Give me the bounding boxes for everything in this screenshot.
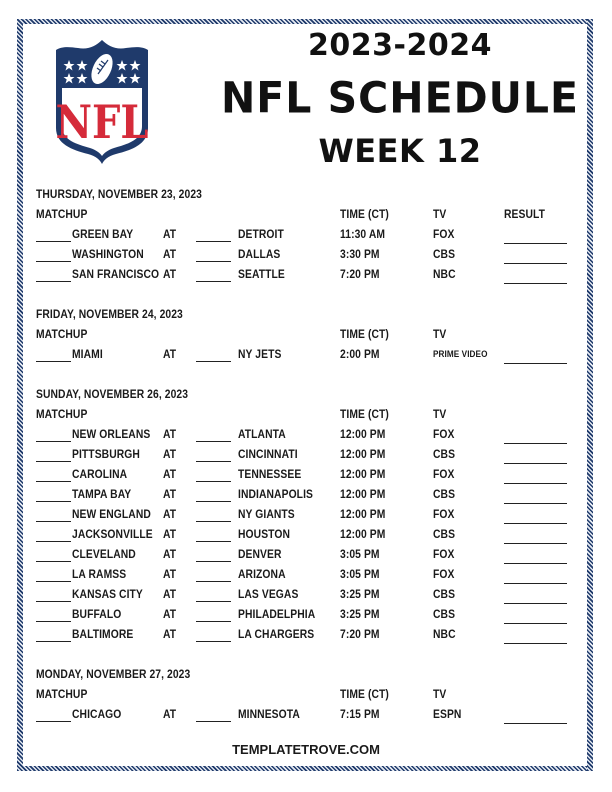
away-pick-blank[interactable]: [36, 581, 71, 582]
at-label: AT: [163, 467, 177, 481]
home-team: LAS VEGAS: [238, 587, 299, 601]
away-pick-blank[interactable]: [36, 541, 71, 542]
game-time: 12:00 PM: [340, 427, 386, 441]
footer-site: TEMPLATETROVE.COM: [232, 742, 380, 757]
home-pick-blank[interactable]: [196, 621, 231, 622]
at-label: AT: [163, 227, 177, 241]
away-team: WASHINGTON: [72, 247, 144, 261]
away-team: BALTIMORE: [72, 627, 134, 641]
away-team: JACKSONVILLE: [72, 527, 153, 541]
game-time: 7:15 PM: [340, 707, 380, 721]
result-blank[interactable]: [504, 583, 567, 584]
tv-network: FOX: [433, 227, 455, 241]
away-pick-blank[interactable]: [36, 561, 71, 562]
game-time: 11:30 AM: [340, 227, 386, 241]
home-pick-blank[interactable]: [196, 461, 231, 462]
away-team: CLEVELAND: [72, 547, 136, 561]
tv-network: ESPN: [433, 707, 462, 721]
home-pick-blank[interactable]: [196, 261, 231, 262]
away-team: PITTSBURGH: [72, 447, 140, 461]
home-team: NY JETS: [238, 347, 282, 361]
at-label: AT: [163, 267, 177, 281]
home-team: INDIANAPOLIS: [238, 487, 314, 501]
home-pick-blank[interactable]: [196, 581, 231, 582]
column-matchup-header: MATCHUP: [36, 407, 88, 421]
home-pick-blank[interactable]: [196, 281, 231, 282]
column-time-header: TIME (CT): [340, 407, 389, 421]
game-time: 3:30 PM: [340, 247, 380, 261]
away-pick-blank[interactable]: [36, 601, 71, 602]
border-left: [17, 19, 23, 771]
home-pick-blank[interactable]: [196, 561, 231, 562]
column-matchup-header: MATCHUP: [36, 327, 88, 341]
away-team: BUFFALO: [72, 607, 122, 621]
at-label: AT: [163, 527, 177, 541]
tv-network: FOX: [433, 467, 455, 481]
home-pick-blank[interactable]: [196, 361, 231, 362]
away-pick-blank[interactable]: [36, 261, 71, 262]
week-title: WEEK 12: [318, 132, 482, 170]
away-pick-blank[interactable]: [36, 721, 71, 722]
result-blank[interactable]: [504, 483, 567, 484]
at-label: AT: [163, 707, 177, 721]
home-team: MINNESOTA: [238, 707, 300, 721]
home-team: HOUSTON: [238, 527, 291, 541]
border-bottom: [17, 766, 593, 771]
away-team: MIAMI: [72, 347, 103, 361]
result-blank[interactable]: [504, 243, 567, 244]
game-time: 12:00 PM: [340, 447, 386, 461]
home-pick-blank[interactable]: [196, 521, 231, 522]
away-team: KANSAS CITY: [72, 587, 143, 601]
home-team: LA CHARGERS: [238, 627, 315, 641]
tv-network: CBS: [433, 607, 456, 621]
home-pick-blank[interactable]: [196, 501, 231, 502]
home-team: PHILADELPHIA: [238, 607, 316, 621]
column-tv-header: TV: [433, 207, 447, 221]
away-team: CAROLINA: [72, 467, 128, 481]
tv-network: CBS: [433, 447, 456, 461]
result-blank[interactable]: [504, 523, 567, 524]
column-time-header: TIME (CT): [340, 207, 389, 221]
tv-network: CBS: [433, 527, 456, 541]
day-date: THURSDAY, NOVEMBER 23, 2023: [36, 187, 202, 201]
away-pick-blank[interactable]: [36, 481, 71, 482]
column-time-header: TIME (CT): [340, 327, 389, 341]
column-result-header: RESULT: [504, 207, 546, 221]
game-time: 12:00 PM: [340, 527, 386, 541]
away-team: NEW ORLEANS: [72, 427, 151, 441]
column-tv-header: TV: [433, 407, 447, 421]
at-label: AT: [163, 487, 177, 501]
away-team: NEW ENGLAND: [72, 507, 151, 521]
home-pick-blank[interactable]: [196, 641, 231, 642]
column-matchup-header: MATCHUP: [36, 207, 88, 221]
away-pick-blank[interactable]: [36, 281, 71, 282]
home-team: NY GIANTS: [238, 507, 295, 521]
tv-network: NBC: [433, 627, 456, 641]
column-time-header: TIME (CT): [340, 687, 389, 701]
game-time: 7:20 PM: [340, 267, 380, 281]
home-pick-blank[interactable]: [196, 481, 231, 482]
tv-network: FOX: [433, 507, 455, 521]
home-team: DENVER: [238, 547, 282, 561]
home-team: DALLAS: [238, 247, 281, 261]
tv-network: NBC: [433, 267, 456, 281]
at-label: AT: [163, 627, 177, 641]
tv-network: PRIME VIDEO: [433, 349, 488, 360]
at-label: AT: [163, 347, 177, 361]
away-pick-blank[interactable]: [36, 621, 71, 622]
result-blank[interactable]: [504, 543, 567, 544]
away-pick-blank[interactable]: [36, 521, 71, 522]
game-time: 3:25 PM: [340, 607, 380, 621]
at-label: AT: [163, 547, 177, 561]
home-team: ARIZONA: [238, 567, 286, 581]
tv-network: FOX: [433, 427, 455, 441]
home-team: SEATTLE: [238, 267, 285, 281]
away-pick-blank[interactable]: [36, 461, 71, 462]
home-pick-blank[interactable]: [196, 721, 231, 722]
column-matchup-header: MATCHUP: [36, 687, 88, 701]
home-team: DETROIT: [238, 227, 284, 241]
game-time: 12:00 PM: [340, 507, 386, 521]
home-team: CINCINNATI: [238, 447, 298, 461]
tv-network: CBS: [433, 247, 456, 261]
home-pick-blank[interactable]: [196, 241, 231, 242]
border-top: [17, 19, 593, 24]
game-time: 7:20 PM: [340, 627, 380, 641]
column-tv-header: TV: [433, 327, 447, 341]
at-label: AT: [163, 607, 177, 621]
result-blank[interactable]: [504, 563, 567, 564]
result-blank[interactable]: [504, 603, 567, 604]
at-label: AT: [163, 507, 177, 521]
at-label: AT: [163, 427, 177, 441]
game-time: 12:00 PM: [340, 487, 386, 501]
tv-network: CBS: [433, 487, 456, 501]
home-pick-blank[interactable]: [196, 541, 231, 542]
day-date: SUNDAY, NOVEMBER 26, 2023: [36, 387, 189, 401]
column-tv-header: TV: [433, 687, 447, 701]
home-pick-blank[interactable]: [196, 441, 231, 442]
result-blank[interactable]: [504, 283, 567, 284]
result-blank[interactable]: [504, 363, 567, 364]
away-pick-blank[interactable]: [36, 241, 71, 242]
result-blank[interactable]: [504, 503, 567, 504]
day-date: MONDAY, NOVEMBER 27, 2023: [36, 667, 191, 681]
away-pick-blank[interactable]: [36, 501, 71, 502]
tv-network: FOX: [433, 567, 455, 581]
home-team: TENNESSEE: [238, 467, 302, 481]
away-pick-blank[interactable]: [36, 441, 71, 442]
at-label: AT: [163, 567, 177, 581]
result-blank[interactable]: [504, 443, 567, 444]
result-blank[interactable]: [504, 723, 567, 724]
home-pick-blank[interactable]: [196, 601, 231, 602]
away-team: TAMPA BAY: [72, 487, 132, 501]
result-blank[interactable]: [504, 463, 567, 464]
game-time: 3:05 PM: [340, 567, 380, 581]
result-blank[interactable]: [504, 643, 567, 644]
away-team: LA RAMSS: [72, 567, 127, 581]
away-pick-blank[interactable]: [36, 361, 71, 362]
nfl-shield-logo-icon: [52, 36, 152, 166]
svg-text:NFL: NFL: [55, 96, 149, 150]
at-label: AT: [163, 247, 177, 261]
game-time: 3:25 PM: [340, 587, 380, 601]
game-time: 3:05 PM: [340, 547, 380, 561]
page-title: NFL SCHEDULE: [220, 72, 580, 124]
at-label: AT: [163, 587, 177, 601]
away-pick-blank[interactable]: [36, 641, 71, 642]
at-label: AT: [163, 447, 177, 461]
game-time: 2:00 PM: [340, 347, 380, 361]
away-team: CHICAGO: [72, 707, 122, 721]
away-team: SAN FRANCISCO: [72, 267, 160, 281]
tv-network: FOX: [433, 547, 455, 561]
away-team: GREEN BAY: [72, 227, 134, 241]
home-team: ATLANTA: [238, 427, 286, 441]
season-title: 2023-2024: [308, 28, 492, 63]
result-blank[interactable]: [504, 623, 567, 624]
tv-network: CBS: [433, 587, 456, 601]
day-date: FRIDAY, NOVEMBER 24, 2023: [36, 307, 183, 321]
game-time: 12:00 PM: [340, 467, 386, 481]
result-blank[interactable]: [504, 263, 567, 264]
